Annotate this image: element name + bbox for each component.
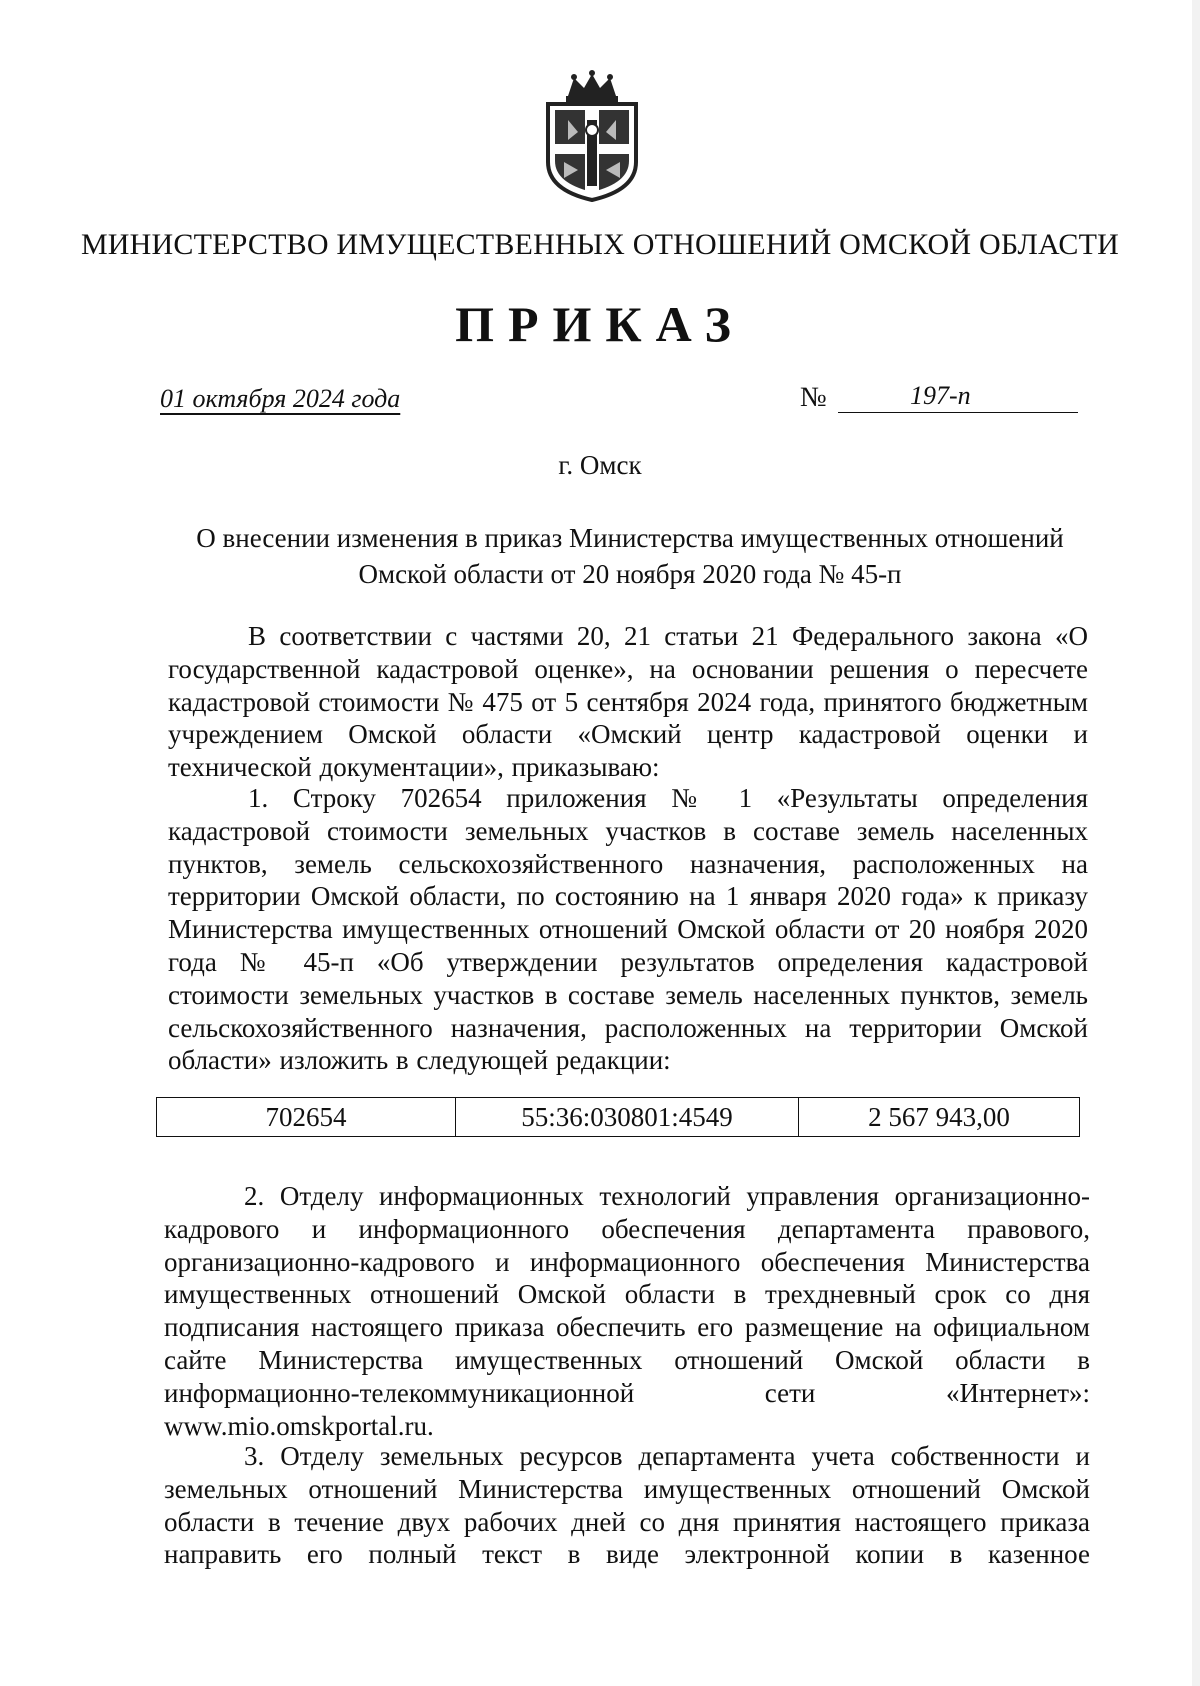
cadastral-number-cell: 55:36:030801:4549	[456, 1098, 799, 1137]
cadastral-table	[156, 1097, 1080, 1137]
table-row	[157, 1098, 1080, 1137]
item-2-paragraph: 2. Отделу информационных технологий управления организационно-кадрового и информационного обеспечения департамента правового, организационно-кадрового и информационного обеспечения Министерства имущественных отношений Омской области в трехдневный срок со дня подписания настоящего приказа обеспечить его размещение на официальном сайте Министерства имущественных отношений Омской области в информационно-телекоммуникационной сети «Интернет»: www.mio.omskportal.ru.	[164, 1181, 1090, 1441]
item-1-paragraph: 1. Строку 702654 приложения № 1 «Результаты определения кадастровой стоимости земельных участков в составе земель населенных пунктов, земель сельскохозяйственного назначения, расположенных на территории Омской области, по состоянию на 1 января 2020 года» к приказу Министерства имущественных отношений Омской области от 20 ноября 2020 года № 45-п «Об утверждении результатов определения кадастровой стоимости земельных участков в составе земель населенных пунктов, земель сельскохозяйственного назначения, расположенных на территории Омской области» изложить в следующей редакции:	[168, 783, 1088, 1076]
item-3-paragraph	[164, 1440, 1090, 1571]
ministry-name: МИНИСТЕРСТВО ИМУЩЕСТВЕННЫХ ОТНОШЕНИЙ ОМСКОЙ ОБЛАСТИ	[80, 228, 1120, 261]
order-number: 197-п	[910, 381, 971, 410]
cadastral-value-cell: 2 567 943,00	[799, 1098, 1080, 1137]
scan-edge	[1192, 0, 1200, 1686]
preamble-paragraph: В соответствии с частями 20, 21 статьи 21 Федерального закона «О государственной кадастровой оценке», на основании решения о пересчете кадастровой стоимости № 475 от 5 сентября 2024 года, принятого бюджетным учреждением Омской области «Омский центр кадастровой оценки и технической документации», приказываю:	[168, 621, 1088, 783]
order-subject	[160, 520, 1100, 592]
omsk-coat-of-arms-icon	[538, 70, 646, 202]
order-number-line	[838, 412, 1078, 413]
item-3-text: 3. Отделу земельных ресурсов департамента учета собственности и земельных отношений Министерства имущественных отношений Омской области в течение двух рабочих дней со дня принятия настоящего приказа направить его полный текст в виде электронной копии в казенное	[164, 1441, 1090, 1570]
order-date: 01 октября 2024 года	[160, 384, 401, 413]
subject-line-1: О внесении изменения в приказ Министерства имущественных отношений	[196, 523, 1064, 553]
document-type-title: ПРИКАЗ	[455, 296, 745, 352]
city-name: г. Омск	[558, 450, 642, 480]
row-number-cell: 702654	[157, 1098, 456, 1137]
order-number-label: №	[800, 382, 827, 413]
subject-line-2: Омской области от 20 ноября 2020 года № 45-п	[358, 559, 902, 589]
